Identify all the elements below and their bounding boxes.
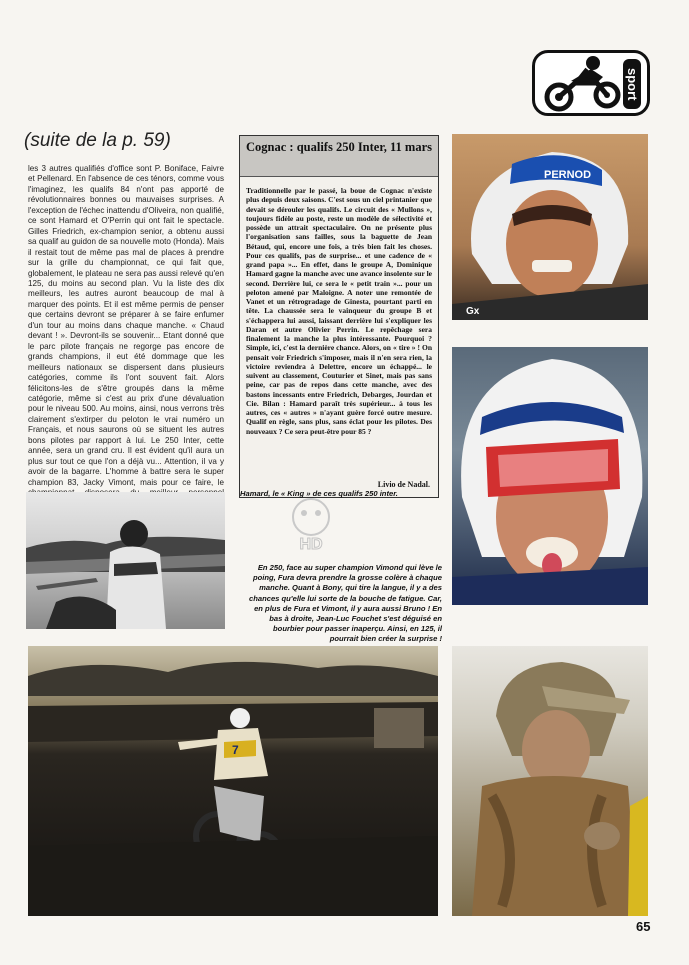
svg-text:7: 7: [232, 743, 239, 757]
page-number: 65: [636, 919, 651, 934]
sport-logo: [532, 50, 650, 116]
article-box-body: Traditionnelle par le passé, la boue de Cognac n'existe plus depuis deux saisons. C'est sous un ciel printanier que devait se dérouler les qualifs. Le circuit des « Mullons », toujours fidèle au poste, reste un modèle de sélectivité et possède un attrait spectaculaire. On ne présente plus l'organisation sans failles, sous la baguette de Jean Bétaud, qui, encore une fois, a très bien fait les choses. Pour ces qualifs, pas de surprise... et une cadence de « grand papa »... En effet, dans le groupe A, Dominique Hamard gagne la manche avec une avance insolente sur le second. Derrière lui, ce sera le « petit train »... pour un peloton amené par Maloigne. A noter une remontée de Vanet et un rétrogradage de Ginesta, pourtant parti en tête. La chaussée sera le vainqueur du groupe B et s'échappera lui aussi, laissant derrière lui s'expliquer les Daran et autre Olivier Perrin. Le repêchage sera finalement la manche la plus intéressante. Pourquoi ? Simple, ici, c'est la dernière chance. Alors, on « tire » ! On pensait voir Friedrich s'imposer, mais il n'en sera rien, la victoire reviendra à Delettre, encore un échappé... le suivent au classement, Couturier et Sinet, mais pas sans peine, car pas de repos dans cette manche, avec des bastons incessants entre Friedrich, Debarges, Jourdan et Cie. Bilan : Hamard paraît très supérieur... à tous les autres, ces « autres » n'ayant guère forcé outre mesure. Qualif en règle, sans plus, sans éclat pour les pilotes. Des nouveaux ? Ce sera peut-être pour 85 ?: [246, 186, 432, 436]
photo-hamard-bw: [26, 492, 225, 629]
continued-from: (suite de la p. 59): [24, 130, 171, 151]
logo-word: sport: [623, 59, 641, 109]
photo-rider-goggles: [452, 347, 648, 605]
watermark-text: HD: [299, 536, 323, 553]
motocross-rider-icon: [541, 55, 627, 113]
photo-race-dusk: [28, 646, 438, 916]
caption-hamard: Hamard, le « King » de ces qualifs 250 inter.: [240, 489, 398, 498]
article-box-signature: Livio de Nadal.: [377, 480, 430, 489]
article-box-header: [240, 136, 438, 177]
article-box-title: Cognac : qualifs 250 Inter, 11 mars: [246, 140, 433, 154]
article-box: [239, 135, 439, 498]
svg-text:PERNOD: PERNOD: [544, 169, 592, 181]
left-body-text: les 3 autres qualifiés d'office sont P. Boniface, Faivre et Pellenard. En l'absence de ces ténors, comme vous l'imaginez, les qualifs 84 n'ont pas apporté de révolutionnaires bonnes ou mauvaises surprises. A l'exception de l'échec inattendu d'Oliveira, non qualifié, ce sont Hamard et O'Perrin qui ont fait le spectacle. Gilles Friedrich, ex-champion senior, a obtenu aussi sa qualif au guidon de sa nouvelle moto (Honda). Mais il restait tout de même pas mal de places à prendre sur la grille du championnat, ce qui fait que, globalement, le plateau ne sera pas aussi relevé qu'en 125, du moins au second plan. Vu la liste des dix meilleurs, les autres auront beaucoup de mal à marquer des points. Et il est même permis de penser que certains devront se préparer à se faire enfumer d'un tour au moins dans chaque manche. « Chaud devant ! ». Devront-ils se souvenir... Etant donné que le parc pilote français ne regorge pas encore de grands champions, il eut été dommage que les meilleurs nationaux se dispersent dans plusieurs catégories, comme ils l'ont souvent fait. Alors félicitons-les de s'être groupés dans la même catégorie, même si c'est au prix d'une dévaluation pour le niveau 500. Au moins, ainsi, nous verrons très clairement s'extirper du peloton le vrai numéro un Français, et nous saurons où se situent les autres bons pilotes par rapport à lui. Le 250 Inter, cette année, sera un grand cru. Il est évident qu'il aura un plus sur tout ce que l'on a déjà vu... Attention, il va y avoir de la bagarre. L'homme à battre sera le super champion 83, Jacky Vimont, mais pour ce faire, le: [28, 164, 224, 487]
watermark-logo: [280, 493, 342, 555]
photo-rider-mud: [452, 646, 648, 916]
svg-text:Gx: Gx: [466, 306, 480, 317]
photo-rider-helmet: [452, 134, 648, 320]
caption-main: En 250, face au super champion Vimond qui lève le poing, Fura devra prendre la grosse colère à chaque manche. Quant à Bony, qui tire la langue, il y a des chances qu'elle lui sorte de la bouche de fatigue. Car, en plus de Fura et Vimont, il y aura aussi Bruno ! En bas à droite, Jean-Luc Fouchet s'est déguisé en bourbier pour passer inaperçu. Ainsi, en 125, il pourrait bien créer la surprise !: [249, 563, 442, 644]
